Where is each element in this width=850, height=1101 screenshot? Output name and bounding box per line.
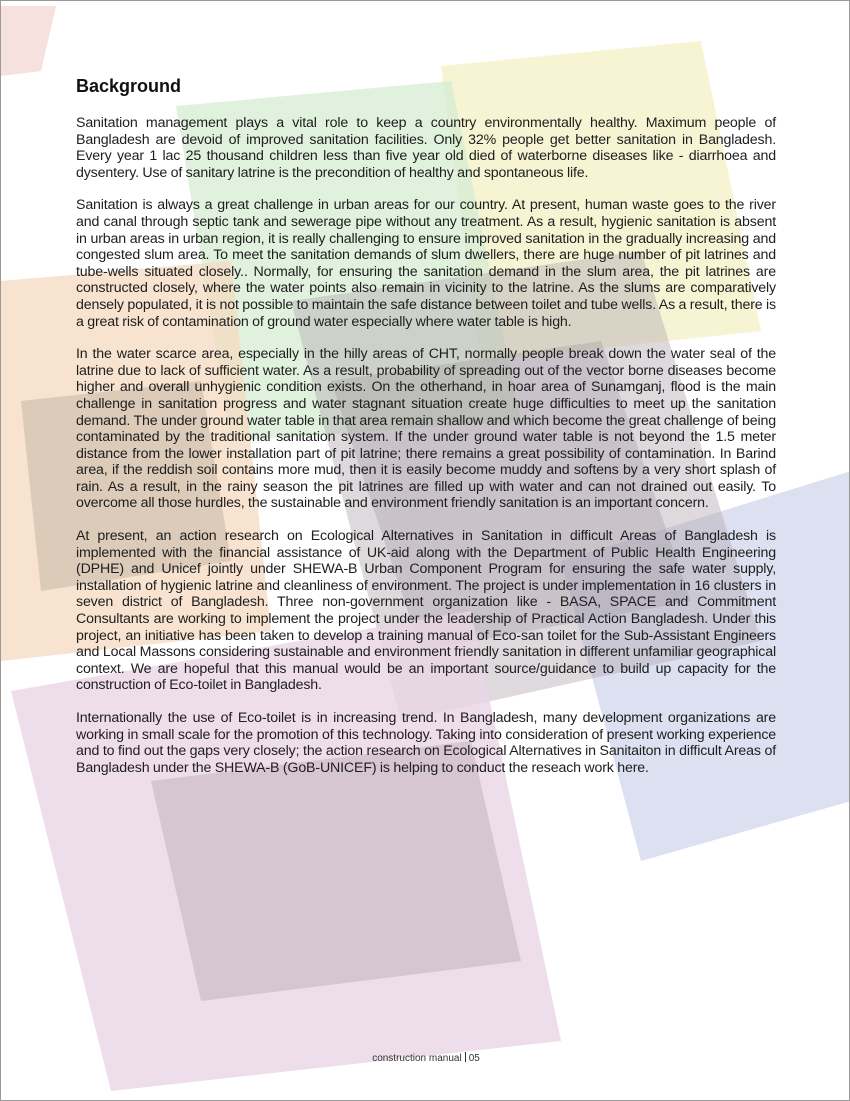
paragraph: Sanitation is always a great challenge in urban areas for our country. At present, human waste goes to the river and canal through septic tank and sewerage pipe without any treatment. As a result, hygienic sanitation is absent in urban areas in urban region, it is really challenging to ensure improved sanitation in the gradually increasing and congested slum area. To meet the sanitation demands of slum dwellers, there are huge number of pit latrines and tube-wells situated closely.. Normally, for ensuring the sanitation demand in the slum area, the pit latrines are constructed closely, where the water points also remain in vicinity to the latrine. As the slums are comparatively densely populated, it is not possible to maintain the safe distance between toilet and tube wells. As a result, there is a great risk of contamination of ground water especially where water table is high. <box>76 197 776 330</box>
red-corner-panel <box>1 6 56 76</box>
paragraph: At present, an action research on Ecological Alternatives in Sanitation in difficult Areas of Bangladesh is implemented with the financial assistance of UK-aid along with the Department of Public Health Engineering (DPHE) and Unicef jointly under SHEWA-B Urban Component Program for ensuring the safe water supply, installation of hygienic latrine and cleanliness of environment. The project is under implementation in 16 clusters in seven district of Bangladesh. Three non-government organization like - BASA, SPACE and Commitment Consultants are working to implement the project under the leadership of Practical Action Bangladesh. Under this project, an initiative has been taken to develop a training manual of Eco-san toilet for the Sub-Assistant Engineers and Local Massons considering sustainable and environment friendly sanitation in different unfamiliar geographical context. We are hopeful that this manual would be an important source/guidance to build up capacity for the construction of Eco-toilet in Bangladesh. <box>76 528 776 694</box>
paragraph: In the water scarce area, especially in the hilly areas of CHT, normally people break down the water seal of the latrine due to lack of sufficient water. As a result, probability of spreading out of the vector borne diseases become higher and overall unhygienic condition exists. On the otherhand, in hoar area of Sunamganj, flood is the main challenge in sanitation progress and water stagnant situation create huge difficulties to meet up the sanitation demand. The under ground water table in that area remain shallow and which become the great challenge of being contaminated by the traditional sanitation system. If the under ground water table is not beyond the 1.5 meter distance from the lower installation part of pit latrine; there remains a great possibility of contamination. In Barind area, if the reddish soil contains more mud, then it is easily become muddy and softens by a very short splash of rain. As a result, in the rainy season the pit latrines are filled up with water and can not drained out easily. To overcome all those hurdles, the sustainable and environment friendly sanitation is an important concern. <box>76 346 776 512</box>
document-body <box>76 76 776 792</box>
page-footer <box>1 1052 850 1064</box>
footer-divider <box>465 1052 466 1062</box>
paragraph: Internationally the use of Eco-toilet is in increasing trend. In Bangladesh, many development organizations are working in small scale for the promotion of this technology. Taking into consideration of present working experience and to find out the gaps very closely; the action research on Ecological Alternatives in Sanitaiton in difficult Areas of Bangladesh under the SHEWA-B (GoB-UNICEF) is helping to conduct the reseach work here. <box>76 710 776 776</box>
footer-label: construction manual <box>372 1053 462 1064</box>
page-number: 05 <box>468 1053 480 1064</box>
section-heading: Background <box>76 76 182 96</box>
paragraph: Sanitation management plays a vital role to keep a country environmentally healthy. Maximum people of Bangladesh are devoid of improved sanitation facilities. Only 32% people get better sanitation in Bangladesh. Every year 1 lac 25 thousand children less than five year old died of waterborne diseases like - diarrhoea and dysentery. Use of sanitary latrine is the precondition of healthy and spontaneous life. <box>76 115 776 181</box>
